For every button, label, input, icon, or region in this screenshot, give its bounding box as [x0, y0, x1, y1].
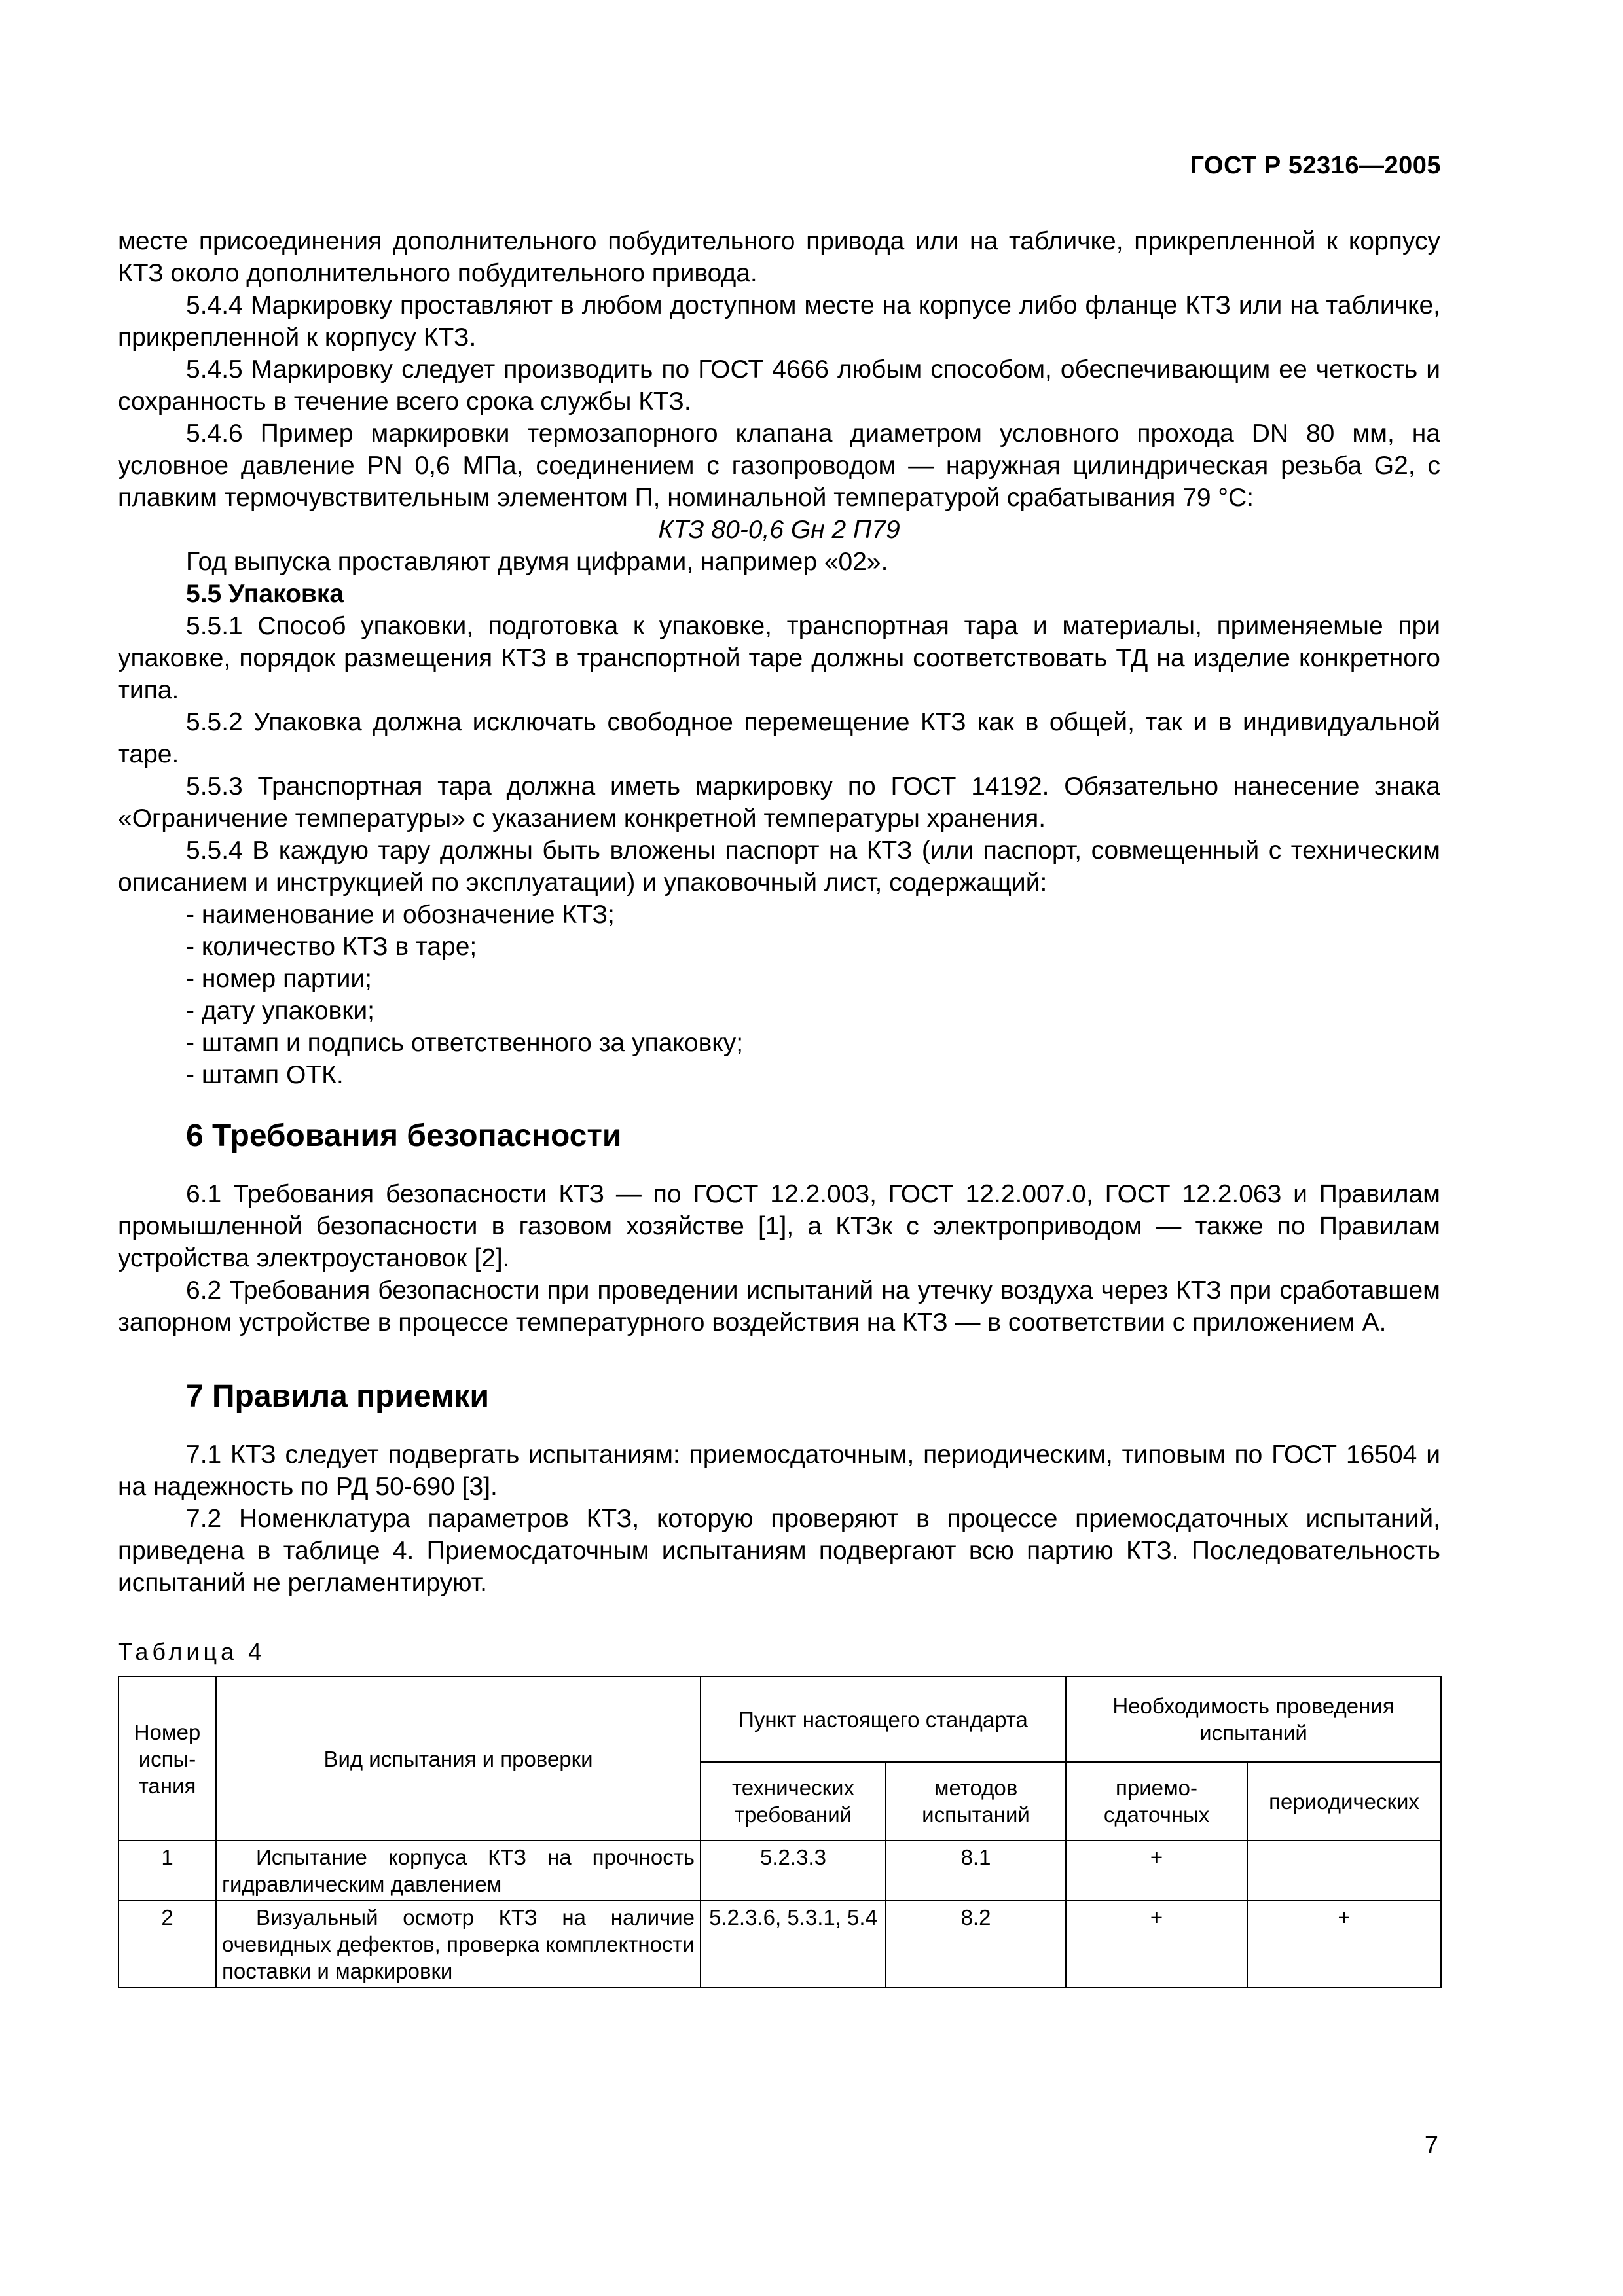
table-4: [118, 1676, 1442, 1988]
table-row: [119, 1840, 1441, 1901]
cell-tech: 5.2.3.6, 5.3.1, 5.4: [701, 1901, 886, 1988]
packing-list: [118, 899, 1440, 1091]
header-clause: Пункт настоящего стандарта: [701, 1677, 1066, 1763]
table-caption: Таблица 4: [118, 1638, 266, 1665]
standard-header: ГОСТ Р 52316—2005: [1190, 152, 1441, 179]
paragraph-5-4-5: 5.4.5 Маркировку следует производить по ГОСТ 4666 любым способом, обеспечивающим ее четкость и сохранность в течение всего срока службы КТЗ.: [118, 355, 1440, 416]
cell-periodic: [1247, 1840, 1441, 1901]
subsection-5-5-title: 5.5 Упаковка: [186, 580, 344, 608]
cell-name: Визуальный осмотр КТЗ на наличие очевидных дефектов, проверка комплектности поставки и маркировки: [216, 1901, 701, 1988]
section-6-title: 6 Требования безопасности: [186, 1119, 622, 1153]
cell-acceptance: +: [1066, 1840, 1247, 1901]
paragraph-5-5-1: 5.5.1 Способ упаковки, подготовка к упаковке, транспортная тара и материалы, применяемые при упаковке, порядок размещения КТЗ в транспортной таре должны соответствовать ТД на изделие конкретного типа.: [118, 612, 1440, 704]
paragraph-7-1: 7.1 КТЗ следует подвергать испытаниям: приемосдаточным, периодическим, типовым по ГОСТ 16504 и на надежность по РД 50-690 [3].: [118, 1441, 1440, 1501]
cell-acceptance: +: [1066, 1901, 1247, 1988]
cell-methods: 8.1: [886, 1840, 1066, 1901]
table-row: [119, 1901, 1441, 1988]
list-item: - количество КТЗ в таре;: [186, 933, 477, 961]
cell-methods: 8.2: [886, 1901, 1066, 1988]
list-item: - дату упаковки;: [186, 997, 374, 1025]
list-item: - штамп и подпись ответственного за упаковку;: [186, 1029, 744, 1057]
paragraph-continuation: месте присоединения дополнительного побудительного привода или на табличке, прикрепленной к корпусу КТЗ около дополнительного побудительного привода.: [118, 227, 1440, 287]
list-item: - номер партии;: [186, 965, 372, 993]
paragraph-year: Год выпуска проставляют двумя цифрами, например «02».: [186, 548, 888, 576]
paragraph-5-5-4: 5.5.4 В каждую тару должны быть вложены паспорт на КТЗ (или паспорт, совмещенный с техническим описанием и инструкцией по эксплуатации) и упаковочный лист, содержащий:: [118, 836, 1440, 897]
header-periodic: периодических: [1247, 1762, 1441, 1840]
marking-example: КТЗ 80-0,6 Gн 2 П79: [658, 516, 900, 544]
section-7-title: 7 Правила приемки: [186, 1379, 490, 1414]
paragraph-5-4-6: 5.4.6 Пример маркировки термозапорного клапана диаметром условного прохода DN 80 мм, на условное давление PN 0,6 МПа, соединением с газопроводом — наружная цилиндрическая резьба G2, с плавким термочувствительным элементом П, номинальной температурой срабатывания 79 °С:: [118, 420, 1440, 512]
paragraph-5-5-2: 5.5.2 Упаковка должна исключать свободное перемещение КТЗ как в общей, так и в индивидуальной таре.: [118, 708, 1440, 768]
paragraph-5-4-4: 5.4.4 Маркировку проставляют в любом доступном месте на корпусе либо фланце КТЗ или на табличке, прикрепленной к корпусу КТЗ.: [118, 291, 1440, 351]
list-item: - штамп ОТК.: [186, 1061, 344, 1089]
cell-name: Испытание корпуса КТЗ на прочность гидравлическим давлением: [216, 1840, 701, 1901]
document-body: [118, 225, 1440, 1988]
cell-num: 1: [119, 1840, 216, 1901]
cell-num: 2: [119, 1901, 216, 1988]
paragraph-6-2: 6.2 Требования безопасности при проведении испытаний на утечку воздуха через КТЗ при сработавшем запорном устройстве в процессе температурного воздействия на КТЗ — в соответствии с приложением А.: [118, 1276, 1440, 1336]
header-acceptance: приемо- сдаточных: [1066, 1762, 1247, 1840]
paragraph-6-1: 6.1 Требования безопасности КТЗ — по ГОСТ 12.2.003, ГОСТ 12.2.007.0, ГОСТ 12.2.063 и Правилам промышленной безопасности в газовом хозяйстве [1], а КТЗк с электроприводом — также по Правилам устройства электроустановок [2].: [118, 1180, 1440, 1272]
cell-periodic: +: [1247, 1901, 1441, 1988]
list-item: - наименование и обозначение КТЗ;: [186, 901, 615, 929]
paragraph-5-5-3: 5.5.3 Транспортная тара должна иметь маркировку по ГОСТ 14192. Обязательно нанесение знака «Ограничение температуры» с указанием конкретной температуры хранения.: [118, 772, 1440, 833]
page-number: 7: [1424, 2132, 1438, 2159]
header-necessity: Необходимость проведения испытаний: [1066, 1677, 1441, 1763]
header-test-kind: Вид испытания и проверки: [216, 1677, 701, 1841]
header-test-methods: методов испытаний: [886, 1762, 1066, 1840]
paragraph-7-2: 7.2 Номенклатура параметров КТЗ, которую проверяют в процессе приемосдаточных испытаний, приведена в таблице 4. Приемосдаточным испытаниям подвергают всю партию КТЗ. Последовательность испытаний не регламентируют.: [118, 1505, 1440, 1597]
header-tech-requirements: технических требований: [701, 1762, 886, 1840]
cell-tech: 5.2.3.3: [701, 1840, 886, 1901]
header-test-number: Номер испы- тания: [119, 1677, 216, 1841]
